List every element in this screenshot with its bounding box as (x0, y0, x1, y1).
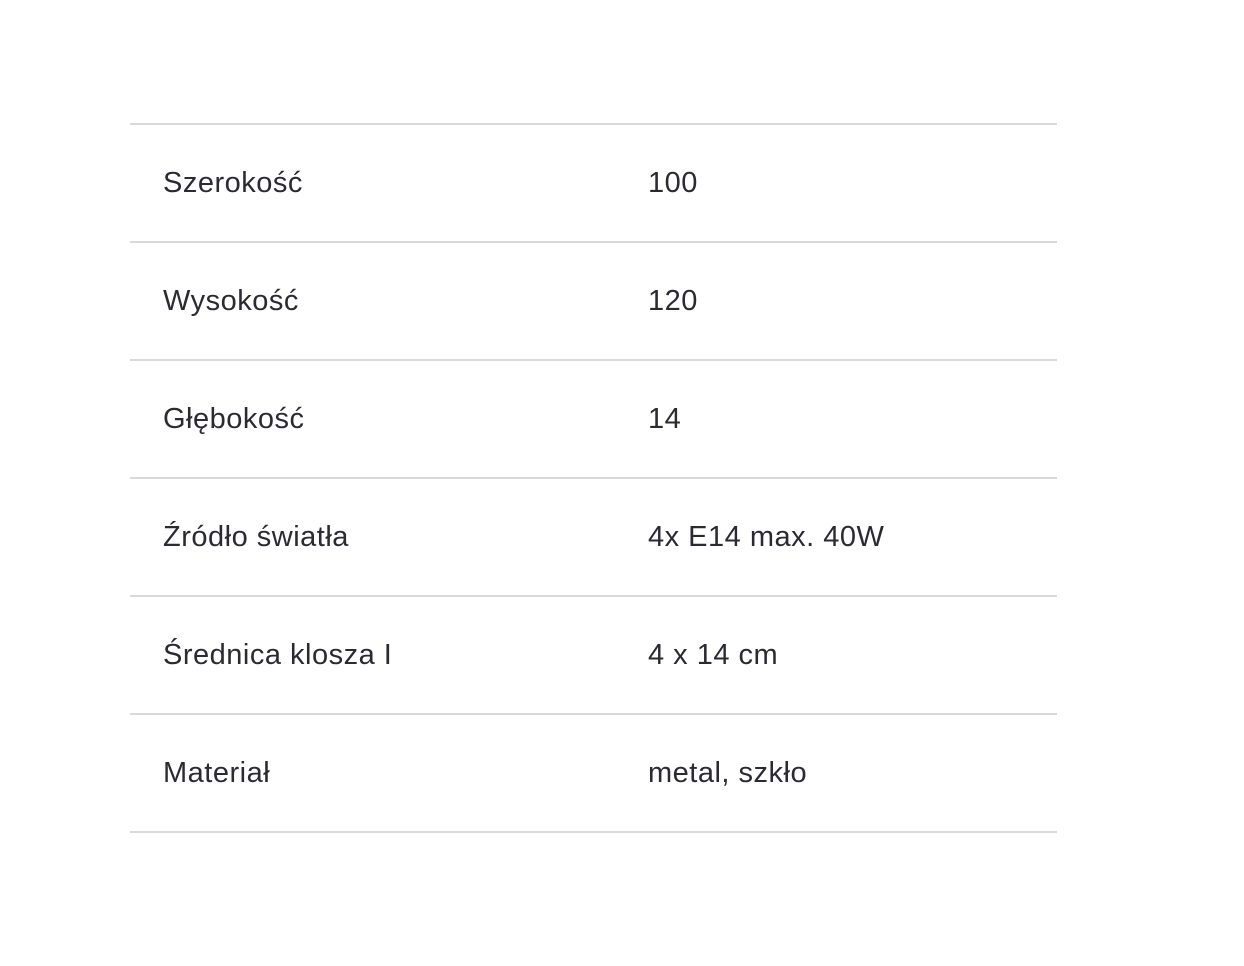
spec-row-srednica-klosza (130, 595, 1057, 713)
spec-label: Wysokość (163, 284, 299, 317)
spec-value: metal, szkło (648, 756, 808, 789)
spec-row-zrodlo-swiatla (130, 477, 1057, 595)
spec-row-glebokosc (130, 359, 1057, 477)
spec-value: 14 (648, 402, 682, 435)
spec-value: 100 (648, 166, 698, 199)
spec-row-wysokosc (130, 241, 1057, 359)
spec-row-szerokosc (130, 123, 1057, 241)
spec-value: 120 (648, 284, 698, 317)
spec-value: 4x E14 max. 40W (648, 520, 885, 553)
spec-label: Materiał (163, 756, 271, 789)
spec-label: Głębokość (163, 402, 305, 435)
spec-label: Źródło światła (163, 520, 349, 553)
spec-value: 4 x 14 cm (648, 638, 779, 671)
spec-label: Szerokość (163, 166, 303, 199)
spec-row-material (130, 713, 1057, 833)
product-spec-table (130, 123, 1057, 833)
spec-label: Średnica klosza I (163, 638, 393, 671)
